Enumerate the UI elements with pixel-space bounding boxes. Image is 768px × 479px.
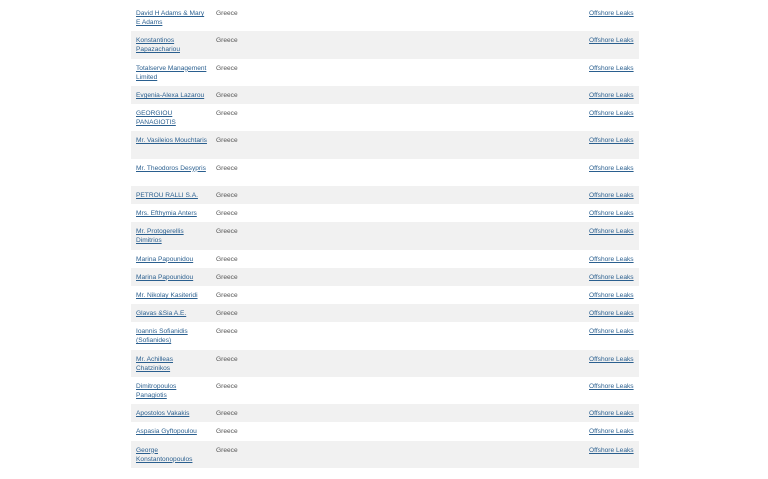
entity-name-link[interactable]: Mr. Protogerellis Dimitrios (136, 228, 184, 245)
source-link[interactable]: Offshore Leaks (589, 37, 634, 45)
country-cell: Greece (216, 310, 238, 318)
table-row (131, 250, 639, 268)
entity-name-link[interactable]: Evgenia-Alexa Lazarou (136, 91, 205, 99)
country-cell: Greece (216, 273, 238, 281)
entity-name-link[interactable]: David H Adams & Mary E Adams (136, 10, 205, 26)
table-row (131, 131, 639, 158)
entity-name-link[interactable]: Ioannis Sofianidis (Sofianides) (136, 328, 188, 345)
country-cell: Greece (216, 428, 238, 436)
country-cell: Greece (216, 191, 238, 199)
table-row (131, 159, 639, 186)
source-link[interactable]: Offshore Leaks (589, 255, 634, 263)
table-row (131, 268, 639, 286)
entity-name-link[interactable]: Mr. Achilleas Chatzinikos (136, 355, 174, 372)
source-link[interactable]: Offshore Leaks (589, 228, 634, 236)
country-cell: Greece (216, 137, 238, 145)
country-cell: Greece (216, 10, 238, 17)
table-row (131, 86, 639, 104)
table-row (131, 31, 639, 58)
country-cell: Greece (216, 37, 238, 45)
table-row (131, 322, 639, 349)
source-link[interactable]: Offshore Leaks (589, 110, 634, 118)
country-cell: Greece (216, 328, 238, 336)
entity-name-link[interactable]: GEORGIOU PANAGIOTIS (136, 110, 176, 127)
source-link[interactable]: Offshore Leaks (589, 191, 634, 199)
source-link[interactable]: Offshore Leaks (589, 292, 634, 300)
source-link[interactable]: Offshore Leaks (589, 10, 634, 17)
country-cell: Greece (216, 164, 238, 172)
source-link[interactable]: Offshore Leaks (589, 64, 634, 72)
source-link[interactable]: Offshore Leaks (589, 446, 634, 454)
entity-name-link[interactable]: Marina Papounidou (136, 273, 194, 281)
entity-name-link[interactable]: Totalserve Management Limited (136, 64, 207, 81)
table-row (131, 186, 639, 204)
table-row (131, 222, 639, 249)
source-link[interactable]: Offshore Leaks (589, 328, 634, 336)
table-row (131, 377, 639, 404)
source-link[interactable]: Offshore Leaks (589, 137, 634, 145)
source-link[interactable]: Offshore Leaks (589, 210, 634, 218)
source-link[interactable]: Offshore Leaks (589, 355, 634, 363)
country-cell: Greece (216, 410, 238, 418)
country-cell: Greece (216, 228, 238, 236)
entity-name-link[interactable]: Mr. Vasileios Mouchtaris (136, 137, 207, 145)
entity-name-link[interactable]: Mr. Nikolay Kasiteridi (136, 292, 198, 300)
table-row (131, 104, 639, 131)
source-link[interactable]: Offshore Leaks (589, 410, 634, 418)
entity-name-link[interactable]: Mrs. Efthymia Anters (136, 210, 197, 218)
entity-name-link[interactable]: Glavas &Sia A.E. (136, 310, 187, 318)
source-link[interactable]: Offshore Leaks (589, 428, 634, 436)
results-table (131, 4, 639, 468)
table-row (131, 286, 639, 304)
table-row (131, 304, 639, 322)
table-row (131, 204, 639, 222)
source-link[interactable]: Offshore Leaks (589, 382, 634, 390)
table-row (131, 441, 639, 468)
source-link[interactable]: Offshore Leaks (589, 91, 634, 99)
country-cell: Greece (216, 446, 238, 454)
entity-name-link[interactable]: Marina Papounidou (136, 255, 194, 263)
entity-name-link[interactable]: Mr. Theodoros Desypris (136, 164, 206, 172)
country-cell: Greece (216, 355, 238, 363)
source-link[interactable]: Offshore Leaks (589, 273, 634, 281)
source-link[interactable]: Offshore Leaks (589, 310, 634, 318)
entity-name-link[interactable]: PETROU RALLI S.A. (136, 191, 198, 199)
table-row (131, 59, 639, 86)
entity-name-link[interactable]: Apostolos Vakakis (136, 410, 190, 418)
country-cell: Greece (216, 292, 238, 300)
country-cell: Greece (216, 210, 238, 218)
country-cell: Greece (216, 91, 238, 99)
country-cell: Greece (216, 64, 238, 72)
table-row (131, 350, 639, 377)
country-cell: Greece (216, 255, 238, 263)
table-row (131, 4, 639, 31)
entity-name-link[interactable]: Aspasia Gyftopoulou (136, 428, 197, 436)
entity-name-link[interactable]: Konstantinos Papazachariou (136, 37, 180, 54)
table-row (131, 404, 639, 422)
country-cell: Greece (216, 110, 238, 118)
country-cell: Greece (216, 382, 238, 390)
source-link[interactable]: Offshore Leaks (589, 164, 634, 172)
table-row (131, 422, 639, 440)
entity-name-link[interactable]: George Konstantonopoulos (136, 446, 193, 463)
entity-name-link[interactable]: Dimitropoulos Panagiotis (136, 382, 177, 399)
